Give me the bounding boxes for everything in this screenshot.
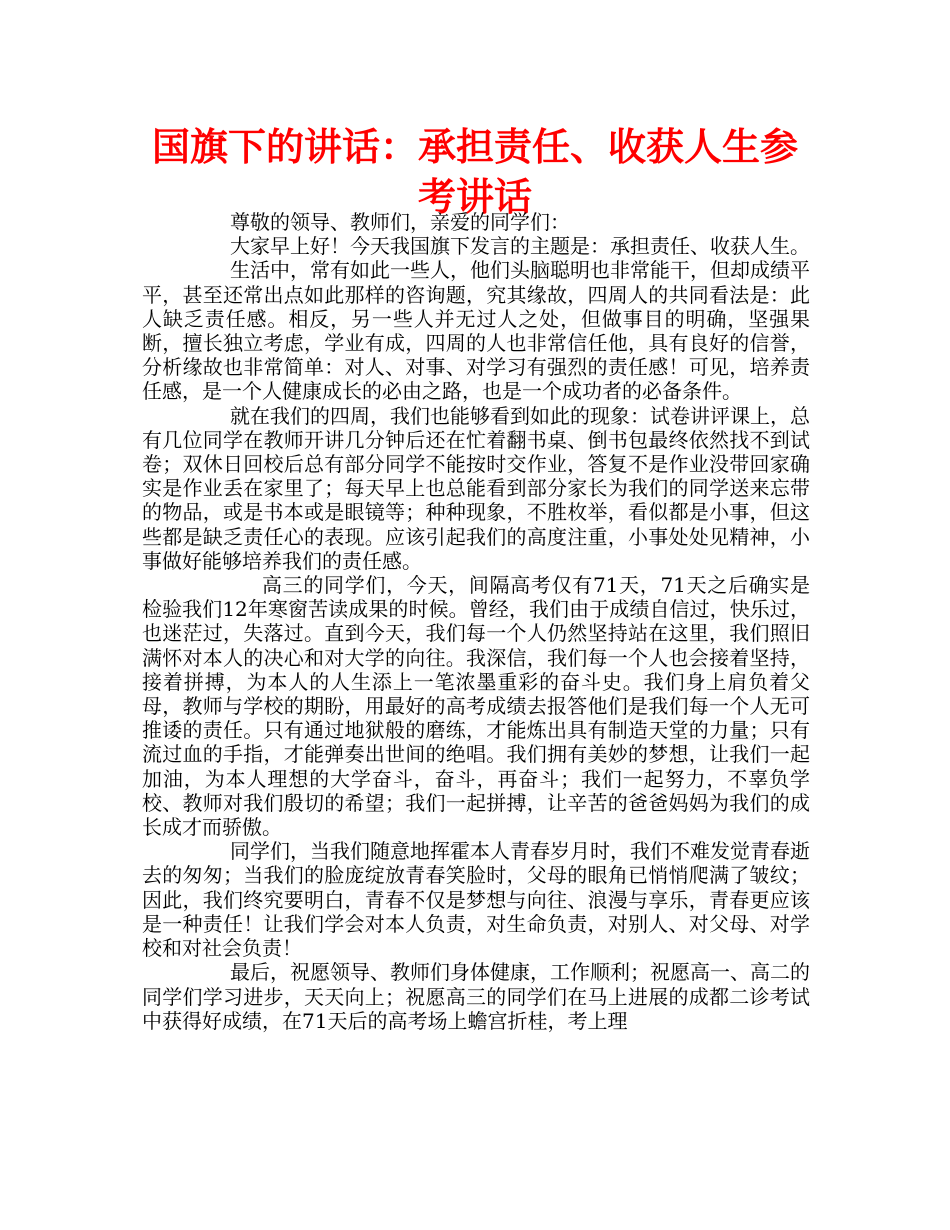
document-title: 国旗下的讲话：承担责任、收获人生参考讲话 bbox=[151, 125, 798, 219]
paragraph-responsibility: 生活中，常有如此一些人，他们头脑聪明也非常能干，但却成绩平平，甚至还常出点如此那样的咨询题，究其缘故，四周人的共同看法是：此人缺乏责任感。相反，另一些人并无过人之处，但做事目的明确，坚强果断，擅长独立考虑，学业有成，四周的人也非常信任他，具有良好的信誉，分析缘故也非常简单：对人、对事、对学习有强烈的责任感！可见，培养责任感，是一个人健康成长的必由之路，也是一个成功者的必备条件。 bbox=[142, 258, 810, 404]
paragraph-examples: 就在我们的四周，我们也能够看到如此的现象：试卷讲评课上，总有几位同学在教师开讲几分钟后还在忙着翻书桌、倒书包最终依然找不到试卷；双休日回校后总有部分同学不能按时交作业，答复不是作业没带回家确实是作业丢在家里了；每天早上也总能看到部分家长为我们的同学送来忘带的物品，或是书本或是眼镜等；种种现象，不胜枚举，看似都是小事，但这些都是缺乏责任心的表现。应该引起我们的高度注重，小事处处见精神，小事做好能够培养我们的责任感。 bbox=[142, 403, 810, 573]
paragraph-youth: 同学们，当我们随意地挥霍本人青春岁月时，我们不难发觉青春逝去的匆匆；当我们的脸庞绽放青春笑脸时，父母的眼角已悄悄爬满了皱纹；因此，我们终究要明白，青春不仅是梦想与向往、浪漫与享乐，青春更应该是一种责任！让我们学会对本人负责，对生命负责，对别人、对父母、对学校和对社会负责！ bbox=[142, 839, 810, 961]
paragraph-closing: 最后，祝愿领导、教师们身体健康，工作顺利；祝愿高一、高二的同学们学习进步，天天向上；祝愿高三的同学们在马上进展的成都二诊考试中获得好成绩，在71天后的高考场上蟾宫折桂，考上理 bbox=[142, 960, 810, 1033]
paragraph-senior-students: 高三的同学们，今天，间隔高考仅有71天，71天之后确实是检验我们12年寒窗苦读成果的时候。曾经，我们由于成绩自信过，快乐过，也迷茫过，失落过。直到今天，我们每一个人仍然坚持站在这里，我们照旧满怀对本人的决心和对大学的向往。我深信，我们每一个人也会接着坚持，接着拼搏，为本人的人生添上一笔浓墨重彩的奋斗史。我们身上肩负着父母，教师与学校的期盼，用最好的高考成绩去报答他们是我们每一个人无可推诿的责任。只有通过地狱般的磨练，才能炼出具有制造天堂的力量；只有流过血的手指，才能弹奏出世间的绝唱。我们拥有美妙的梦想，让我们一起加油，为本人理想的大学奋斗，奋斗，再奋斗；我们一起努力，不辜负学校、教师对我们殷切的希望；我们一起拼搏，让辛苦的爸爸妈妈为我们的成长成才而骄傲。 bbox=[142, 573, 810, 840]
paragraph-greeting: 尊敬的领导、教师们，亲爱的同学们： bbox=[230, 210, 570, 234]
paragraph-opening: 大家早上好！今天我国旗下发言的主题是：承担责任、收获人生。 bbox=[230, 234, 810, 259]
document-body bbox=[142, 210, 810, 1033]
